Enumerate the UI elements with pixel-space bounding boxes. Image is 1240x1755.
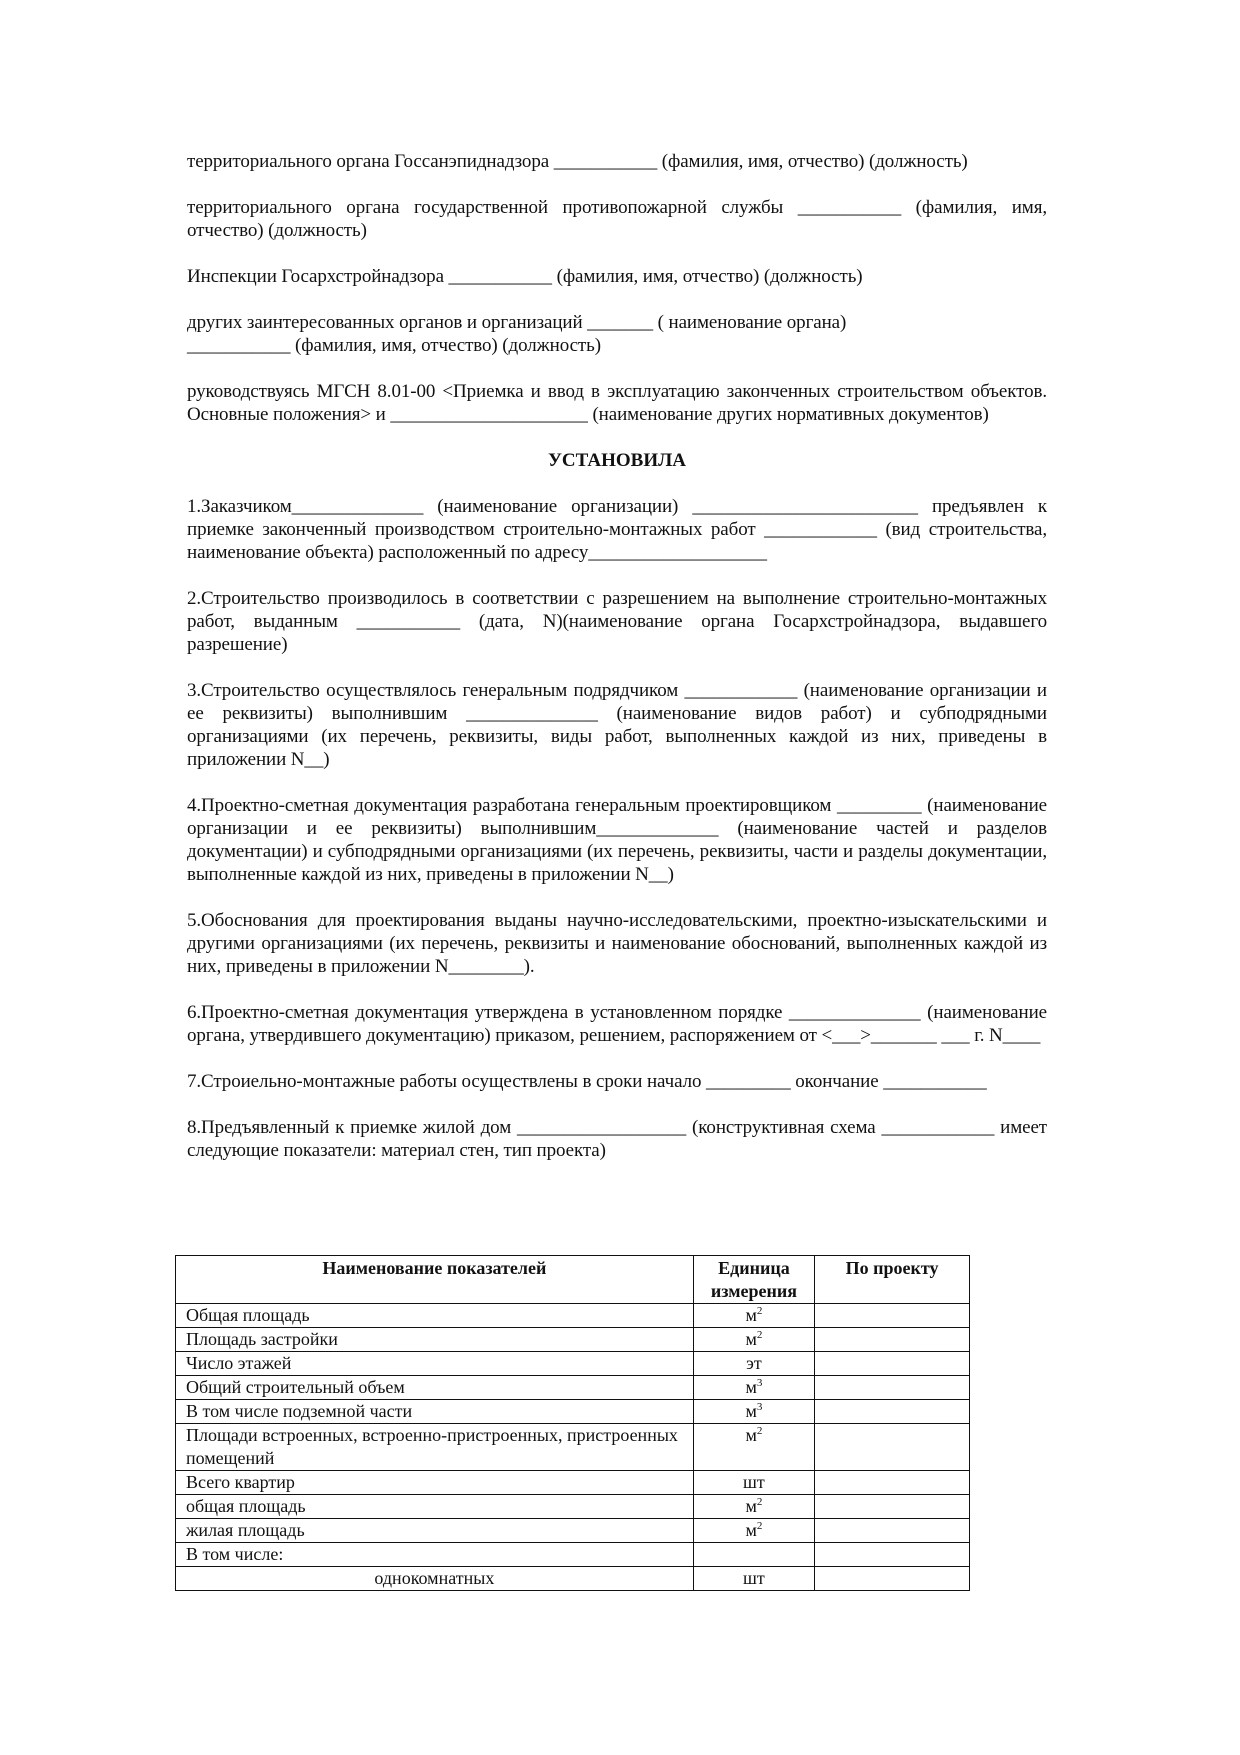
cell-unit: $м^3$: [693, 1400, 814, 1424]
item-5-justification: 5.Обоснования для проектирования выданы научно-исследовательскими, проектно-изыскательскими и другими организациями (их перечень, реквизиты и наименование обоснований, выполненных каждой из них, приведены в приложении N________).: [187, 910, 1047, 977]
table-row: [176, 1543, 970, 1567]
cell-project[interactable]: [815, 1424, 970, 1471]
other-organizations-line-1: других заинтересованных органов и организаций _______ ( наименование органа): [187, 312, 847, 333]
cell-name: Общий строительный объем: [176, 1376, 694, 1400]
table-row: [176, 1352, 970, 1376]
cell-name: Общая площадь: [176, 1304, 694, 1328]
indicators-table: [175, 1255, 970, 1591]
header-unit: Единица измерения: [693, 1256, 814, 1304]
cell-name: Число этажей: [176, 1352, 694, 1376]
item-7-timeline: 7.Строиельно-монтажные работы осуществлены в сроки начало _________ окончание ___________: [187, 1071, 987, 1092]
cell-unit: $м^2$: [693, 1304, 814, 1328]
table-row: [176, 1567, 970, 1591]
paragraph-regulations: руководствуясь МГСН 8.01-00 <Приемка и ввод в эксплуатацию законченных строительством объектов. Основные положения> и _____________________ (наименование других нормативных документов): [187, 381, 1047, 425]
cell-name: Всего квартир: [176, 1471, 694, 1495]
cell-unit: $м^2$: [693, 1328, 814, 1352]
cell-unit: шт: [693, 1471, 814, 1495]
table-row: [176, 1376, 970, 1400]
cell-project[interactable]: [815, 1471, 970, 1495]
table-row: [176, 1495, 970, 1519]
header-indicator-name: Наименование показателей: [176, 1256, 694, 1304]
paragraph-architecture-inspection: Инспекции Госархстройнадзора ___________ (фамилия, имя, отчество) (должность): [187, 266, 863, 287]
paragraph-fire-service: территориального органа государственной противопожарной службы ___________ (фамилия, имя, отчество) (должность): [187, 197, 1047, 241]
table-row: [176, 1304, 970, 1328]
table-row: [176, 1400, 970, 1424]
item-8-building: 8.Предъявленный к приемке жилой дом __________________ (конструктивная схема ____________ имеет следующие показатели: материал стен, тип проекта): [187, 1117, 1047, 1161]
cell-unit: $м^3$: [693, 1376, 814, 1400]
paragraph-other-organizations: [187, 311, 1047, 357]
cell-project[interactable]: [815, 1567, 970, 1591]
cell-project[interactable]: [815, 1543, 970, 1567]
cell-project[interactable]: [815, 1352, 970, 1376]
cell-project[interactable]: [815, 1376, 970, 1400]
cell-name: общая площадь: [176, 1495, 694, 1519]
cell-unit: $м^2$: [693, 1519, 814, 1543]
other-organizations-line-2: ___________ (фамилия, имя, отчество) (должность): [187, 335, 601, 356]
cell-unit: $м^2$: [693, 1424, 814, 1471]
cell-unit: [693, 1543, 814, 1567]
cell-project[interactable]: [815, 1495, 970, 1519]
table-header-row: [176, 1256, 970, 1304]
table-row: [176, 1471, 970, 1495]
cell-project[interactable]: [815, 1328, 970, 1352]
cell-project[interactable]: [815, 1400, 970, 1424]
cell-unit: $м^2$: [693, 1495, 814, 1519]
cell-unit: эт: [693, 1352, 814, 1376]
table-row: [176, 1519, 970, 1543]
paragraph-sanitary-inspection: территориального органа Госсанэпиднадзора ___________ (фамилия, имя, отчество) (должность): [187, 151, 968, 172]
document-body: [187, 150, 1047, 1185]
cell-project[interactable]: [815, 1304, 970, 1328]
cell-project[interactable]: [815, 1519, 970, 1543]
item-2-permit: 2.Строительство производилось в соответствии с разрешением на выполнение строительно-монтажных работ, выданным ___________ (дата, N)(наименование органа Госархстройнадзора, выдавшего разрешение): [187, 588, 1047, 655]
table-row: [176, 1328, 970, 1352]
item-1-customer: 1.Заказчиком______________ (наименование организации) ________________________ предъявлен к приемке законченный производством строительно-монтажных работ ____________ (вид строительства, наименование объекта) расположенный по адресу___________________: [187, 496, 1047, 563]
cell-name: Площади встроенных, встроенно-пристроенных, пристроенных помещений: [176, 1424, 694, 1471]
cell-name: Площадь застройки: [176, 1328, 694, 1352]
header-by-project: По проекту: [815, 1256, 970, 1304]
cell-name: жилая площадь: [176, 1519, 694, 1543]
section-heading: УСТАНОВИЛА: [547, 450, 686, 471]
cell-name: В том числе:: [176, 1543, 694, 1567]
item-6-approval: 6.Проектно-сметная документация утверждена в установленном порядке ______________ (наименование органа, утвердившего документацию) приказом, решением, распоряжением от <___>_______ ___ г. N____: [187, 1002, 1047, 1046]
cell-unit: шт: [693, 1567, 814, 1591]
cell-name: однокомнатных: [176, 1567, 694, 1591]
item-4-design-docs: 4.Проектно-сметная документация разработана генеральным проектировщиком _________ (наименование организации и ее реквизиты) выполнившим_____________ (наименование частей и разделов документации) и субподрядными организациями (их перечень, реквизиты, части и разделы документации, выполненные каждой из них, приведены в приложении N__): [187, 795, 1047, 885]
cell-name: В том числе подземной части: [176, 1400, 694, 1424]
item-3-contractor: 3.Строительство осуществлялось генеральным подрядчиком ____________ (наименование организации и ее реквизиты) выполнившим ______________ (наименование видов работ) и субподрядными организациями (их перечень, реквизиты, виды работ, выполненных каждой из них, приведены в приложении N__): [187, 680, 1047, 770]
table-row: [176, 1424, 970, 1471]
